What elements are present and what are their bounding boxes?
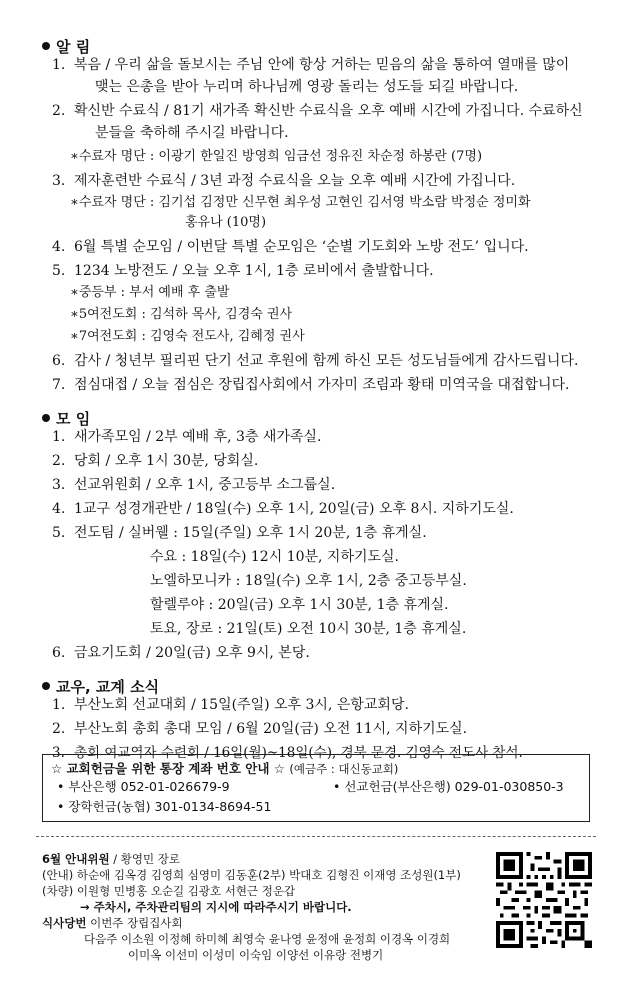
divider [36,836,596,837]
announcement-1-cont: 맺는 은총을 받아 누리며 하나님께 영광 돌리는 성도들 되길 바랍니다. [95,79,519,95]
announcement-2-cont: 분들을 축하해 주시길 바랍니다. [95,125,289,141]
announcement-2-sub: ∗수료자 명단 : 이광기 한일진 방영희 임금선 정유진 차순정 하봉란 (7명) [70,149,483,164]
announcement-7: 7. 점심대접 / 오늘 점심은 장립집사회에서 가자미 조림과 황태 미역국을 대접합니다. [52,377,570,393]
meeting-5: 5. 전도팀 / 실버웰 : 15일(주일) 오후 1시 20분, 1층 휴게실. [52,525,427,541]
announcement-3-sub: ∗수료자 명단 : 김기섭 김정만 신무현 최우성 고현인 김서영 박소람 박정순 정미화 [70,195,531,210]
announcement-5: 5. 1234 노방전도 / 오늘 오후 1시, 1층 로비에서 출발합니다. [52,263,434,279]
announcement-1: 1. 복음 / 우리 삶을 돌보시는 주님 안에 항상 거하는 믿음의 삶을 통하여 열매를 많이 [52,57,570,73]
qr-code-icon[interactable] [496,852,592,948]
bullet-dot-icon [42,414,50,422]
parking-row: (차량) 이원형 민병홍 오순길 김광호 서현근 정운갑 [42,884,296,898]
announcement-3-sub-cont: 홍유나 (10명) [185,215,267,230]
meeting-5-hallelujah: 할렐루야 : 20일(금) 오후 1시 30분, 1층 휴게실. [150,597,449,613]
parking-note: → 주차시, 주차관리팀의 지시에 따라주시기 바랍니다. [80,900,352,914]
meetings-heading: 모 임 [42,408,90,429]
account-busan: • 부산은행 052-01-026679-9 [57,779,230,794]
news-heading: 교우, 교계 소식 [42,676,159,697]
announcement-2: 2. 확신반 수료식 / 81기 새가족 확신반 수료식을 오후 예배 시간에 가집니다. 수료하신 [52,103,583,119]
announcement-5-sub-1: ∗중등부 : 부서 예배 후 출발 [70,285,230,300]
account-mission: • 선교헌금(부산은행) 029-01-030850-3 [333,779,564,794]
account-scholarship: • 장학헌금(농협) 301-0134-8694-51 [57,799,272,814]
announcement-4: 4. 6월 특별 순모임 / 이번달 특별 순모임은 ‘순별 기도회와 노방 전도’ 입니다. [52,239,529,255]
news-3: 3. 총회 여교역자 수련회 / 16일(월)~18일(수), 경북 문경. 김영숙 전도사 참석. [52,745,523,761]
bullet-dot-icon [42,682,50,690]
meal-next-row: 다음주 이소원 이정혜 하미혜 최영숙 윤나영 윤정애 윤정희 이경옥 이경희 [84,932,451,946]
guide-row: (안내) 하순애 김옥경 김영희 심영미 김동훈(2부) 박대호 김형진 이재영 조성원(1부) [42,868,461,882]
meeting-6: 6. 금요기도회 / 20일(금) 오후 9시, 본당. [52,645,310,661]
announcement-6: 6. 감사 / 청년부 필리핀 단기 선교 후원에 함께 하신 모든 성도님들에게 감사드립니다. [52,353,579,369]
account-info-box [42,754,590,822]
news-1: 1. 부산노회 선교대회 / 15일(주일) 오후 3시, 은항교회당. [52,697,409,713]
meeting-5-noel: 노엘하모니카 : 18일(수) 오후 1시, 2층 중고등부실. [150,573,467,589]
meeting-5-wed: 수요 : 18일(수) 12시 10분, 지하기도실. [150,549,399,565]
meeting-5-saturday: 토요, 장로 : 21일(토) 오전 10시 30분, 1층 휴게실. [150,621,467,637]
ushers-title: 6월 안내위원 / 황영민 장로 [42,852,180,866]
bullet-dot-icon [42,42,50,50]
announcements-heading: 알 림 [42,36,90,57]
account-box-title: ☆ 교회헌금을 위한 통장 계좌 번호 안내 ☆ (예금주 : 대신동교회) [51,761,399,776]
announcement-3: 3. 제자훈련반 수료식 / 3년 과정 수료식을 오늘 오후 예배 시간에 가집니다. [52,173,516,189]
meal-next-row-2: 이미옥 이선미 이성미 이숙임 이양선 이유랑 전병기 [128,948,384,962]
news-2: 2. 부산노회 총회 총대 모임 / 6월 20일(금) 오전 11시, 지하기도실. [52,721,468,737]
announcement-5-sub-2: ∗5여전도회 : 김석하 목사, 김경숙 권사 [70,307,293,322]
announcement-5-sub-3: ∗7여전도회 : 김영숙 전도사, 김혜정 권사 [70,329,305,344]
meal-row: 식사당번 이번주 장립집사회 [42,916,183,930]
meeting-2: 2. 당회 / 오후 1시 30분, 당회실. [52,453,259,469]
meeting-1: 1. 새가족모임 / 2부 예배 후, 3층 새가족실. [52,429,322,445]
meeting-3: 3. 선교위원회 / 오후 1시, 중고등부 소그룹실. [52,477,336,493]
meeting-4: 4. 1교구 성경개관반 / 18일(수) 오후 1시, 20일(금) 오후 8시. 지하기도실. [52,501,514,517]
